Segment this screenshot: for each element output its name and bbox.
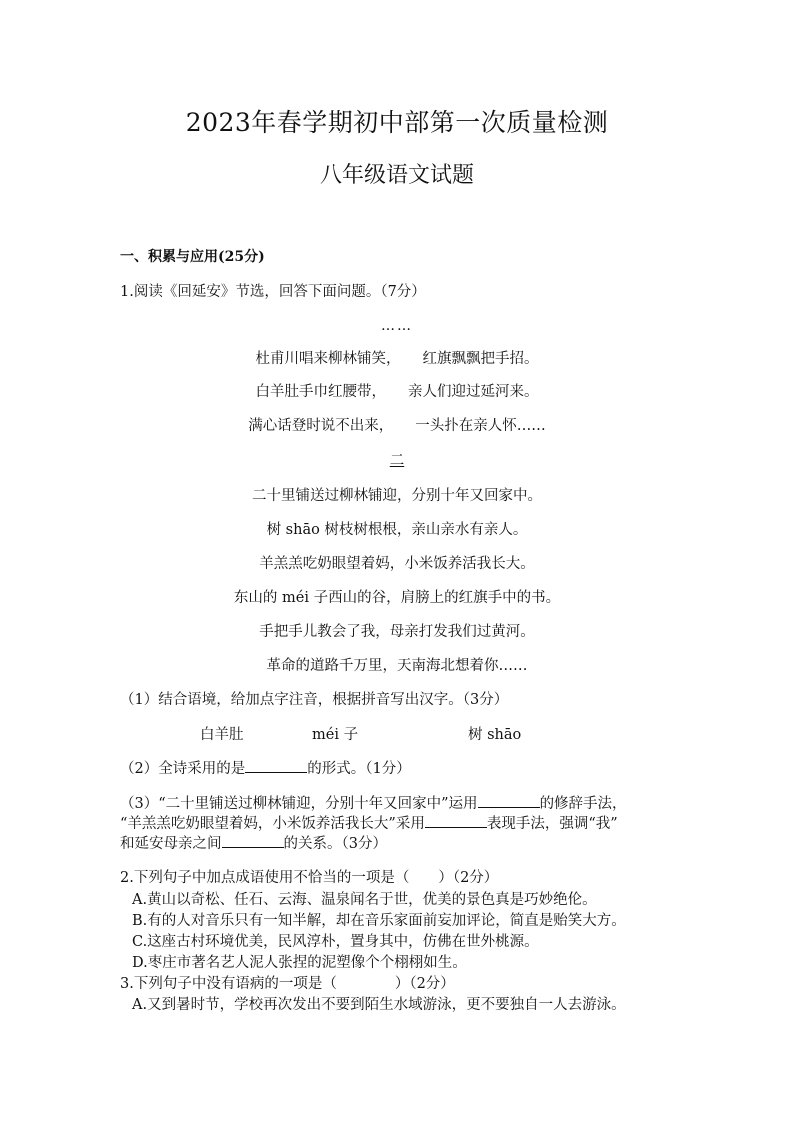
option-a: A.又到暑时节，学校再次发出不要到陌生水域游泳，更不要独自一人去游泳。 bbox=[132, 997, 626, 1013]
poem-line: 革命的道路千万里，天南海北想着你…… bbox=[266, 658, 528, 674]
sub-question-3-line-2: “羊羔羔吃奶眼望着妈，小米饭养活我长大”采用 表现手法，强调“我” bbox=[120, 812, 618, 833]
pinyin-item: 树 shāo bbox=[468, 727, 522, 743]
answer-blank[interactable] bbox=[425, 813, 487, 828]
stanza-number: 二 bbox=[389, 453, 405, 469]
sub-question-3-line-3: 和延安母亲之间 的关系。（3分） bbox=[120, 832, 387, 853]
poem-line: 东山的 méi 子西山的谷，肩膀上的红旗手中的书。 bbox=[233, 590, 561, 606]
poem-line bbox=[0, 347, 794, 368]
option-b: B.有的人对音乐只有一知半解，却在音乐家面前妄加评论，简直是贻笑大方。 bbox=[132, 913, 626, 929]
option-d: D.枣庄市著名艺人泥人张捏的泥塑像个个栩栩如生。 bbox=[132, 955, 467, 971]
poem-line-first-half: 满心话登时说不出来， bbox=[248, 418, 394, 434]
option-a: A.黄山以奇松、任石、云海、温泉闻名于世，优美的景色真是巧妙绝伦。 bbox=[132, 892, 597, 908]
page-title: 2023年春学期初中部第一次质量检测 bbox=[185, 108, 609, 137]
poem-line-second-half: 红旗飘飘把手招。 bbox=[422, 351, 539, 367]
poem-line-first-half: 杜甫川唱来柳林铺笑， bbox=[255, 351, 401, 367]
pinyin-item: 白羊肚 bbox=[200, 727, 244, 743]
answer-blank[interactable] bbox=[222, 833, 284, 848]
poem-line bbox=[0, 414, 794, 435]
answer-blank[interactable] bbox=[478, 793, 540, 808]
question-2-prompt: 2.下列句子中加点成语使用不恰当的一项是（ ）（2分） bbox=[120, 870, 499, 886]
option-c: C.这座古村环境优美，民风淳朴，置身其中，仿佛在世外桃源。 bbox=[132, 934, 539, 950]
pinyin-item: méi 子 bbox=[312, 727, 359, 743]
answer-blank[interactable] bbox=[245, 758, 307, 773]
question-3-prompt: 3.下列句子中没有语病的一项是（ ）（2分） bbox=[120, 976, 455, 992]
sub-question-1: （1）结合语境，给加点字注音，根据拼音写出汉字。（3分） bbox=[120, 692, 509, 708]
sub-question-3-line-1: （3）“二十里铺送过柳林铺迎，分别十年又回家中”运用 的修辞手法， bbox=[120, 792, 627, 813]
poem-line: 树 shāo 树枝树根根，亲山亲水有亲人。 bbox=[266, 522, 528, 538]
page-subtitle: 八年级语文试题 bbox=[319, 163, 474, 188]
section-heading: 一、积累与应用(25分) bbox=[120, 249, 265, 265]
poem-line: 羊羔羔吃奶眼望着妈，小米饭养活我长大。 bbox=[259, 556, 535, 572]
poem-line-first-half: 白羊肚手巾红腰带， bbox=[255, 384, 386, 400]
poem-line: 手把手儿教会了我，母亲打发我们过黄河。 bbox=[259, 624, 535, 640]
poem-line-second-half: 亲人们迎过延河来。 bbox=[408, 384, 539, 400]
sub-question-2: （2）全诗采用的是 的形式。（1分） bbox=[120, 757, 411, 778]
question-1-prompt: 1.阅读《回延安》节选，回答下面问题。（7分） bbox=[120, 284, 426, 300]
poem-line: 二十里铺送过柳林铺迎，分别十年又回家中。 bbox=[252, 488, 542, 504]
poem-line bbox=[0, 380, 794, 401]
poem-ellipsis: …… bbox=[381, 318, 413, 334]
poem-line-second-half: 一头扑在亲人怀…… bbox=[415, 418, 546, 434]
